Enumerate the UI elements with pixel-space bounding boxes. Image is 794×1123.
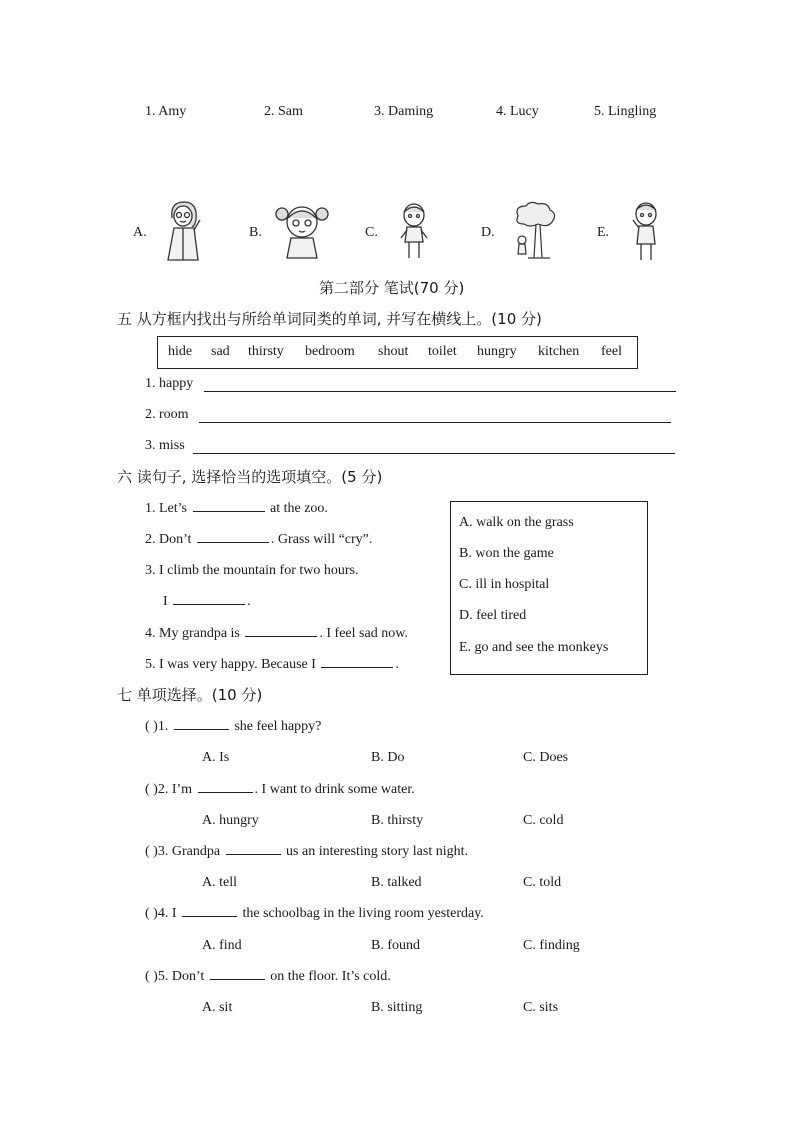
s7-q3-option-c[interactable]: C. told [523, 875, 562, 890]
s7-blank-4[interactable] [182, 915, 237, 917]
s7-blank-5[interactable] [210, 978, 265, 980]
s7-blank-3[interactable] [226, 853, 281, 855]
s5-answer-line-1[interactable] [204, 391, 676, 392]
s7-blank-2[interactable] [198, 791, 253, 793]
s7-q4-option-a[interactable]: A. find [202, 938, 242, 953]
s6-blank-3[interactable] [173, 603, 245, 605]
s7-question-1: ( )1. she feel happy? [145, 719, 322, 734]
word-hide: hide [168, 344, 193, 359]
name-amy: 1. Amy [145, 104, 187, 119]
boy-illustration [397, 202, 431, 262]
s5-item-happy: 1. happy [145, 376, 194, 391]
word-bedroom: bedroom [305, 344, 355, 359]
s7-q2-option-c[interactable]: C. cold [523, 813, 564, 828]
s7-q3-option-a[interactable]: A. tell [202, 875, 237, 890]
name-sam: 2. Sam [264, 104, 303, 119]
word-feel: feel [601, 344, 622, 359]
s7-blank-1[interactable] [174, 728, 229, 730]
s5-item-miss: 3. miss [145, 438, 185, 453]
s6-blank-2[interactable] [197, 541, 269, 543]
woman-illustration [158, 198, 208, 264]
s5-item-room: 2. room [145, 407, 189, 422]
s6-option-c: C. ill in hospital [459, 577, 550, 592]
s7-question-2: ( )2. I’m . I want to drink some water. [145, 782, 415, 797]
s7-q4-option-c[interactable]: C. finding [523, 938, 580, 953]
name-lucy: 4. Lucy [496, 104, 539, 119]
girl-illustration [274, 200, 330, 262]
s7-q1-option-a[interactable]: A. Is [202, 750, 230, 765]
s6-blank-1[interactable] [193, 510, 265, 512]
s7-q5-option-c[interactable]: C. sits [523, 1000, 559, 1015]
option-e-label: E. [597, 225, 610, 240]
s6-question-4: 4. My grandpa is . I feel sad now. [145, 626, 408, 641]
s7-question-5: ( )5. Don’t on the floor. It’s cold. [145, 969, 391, 984]
s6-question-3-line2: I . [163, 594, 251, 609]
name-daming: 3. Daming [374, 104, 434, 119]
s6-question-3-line1: 3. I climb the mountain for two hours. [145, 563, 359, 578]
s6-option-e: E. go and see the monkeys [459, 640, 609, 655]
s7-q2-option-b[interactable]: B. thirsty [371, 813, 424, 828]
word-sad: sad [211, 344, 230, 359]
section-5-heading: 五 从方框内找出与所给单词同类的单词, 并写在横线上。(10 分) [117, 310, 542, 328]
word-kitchen: kitchen [538, 344, 580, 359]
s7-q3-option-b[interactable]: B. talked [371, 875, 422, 890]
word-shout: shout [378, 344, 409, 359]
word-hungry: hungry [477, 344, 517, 359]
s7-question-4: ( )4. I the schoolbag in the living room yesterday. [145, 906, 484, 921]
s6-question-5: 5. I was very happy. Because I . [145, 657, 399, 672]
part-two-title: 第二部分 笔试(70 分) [319, 279, 465, 297]
s7-question-3: ( )3. Grandpa us an interesting story last night. [145, 844, 469, 859]
name-lingling: 5. Lingling [594, 104, 657, 119]
s6-blank-5[interactable] [321, 666, 393, 668]
section-7-heading: 七 单项选择。(10 分) [117, 686, 263, 704]
s7-q2-option-a[interactable]: A. hungry [202, 813, 259, 828]
tree-illustration [508, 200, 560, 262]
option-a-label: A. [133, 225, 147, 240]
s6-option-b: B. won the game [459, 546, 554, 561]
s5-answer-line-2[interactable] [199, 422, 671, 423]
s6-option-d: D. feel tired [459, 608, 527, 623]
section-6-heading: 六 读句子, 选择恰当的选项填空。(5 分) [117, 468, 383, 486]
s6-question-1: 1. Let’s at the zoo. [145, 501, 328, 516]
s5-answer-line-3[interactable] [193, 453, 675, 454]
s7-q5-option-b[interactable]: B. sitting [371, 1000, 423, 1015]
option-d-label: D. [481, 225, 495, 240]
word-thirsty: thirsty [248, 344, 284, 359]
s6-question-2: 2. Don’t . Grass will “cry”. [145, 532, 373, 547]
option-c-label: C. [365, 225, 378, 240]
s7-q1-option-c[interactable]: C. Does [523, 750, 569, 765]
s7-q1-option-b[interactable]: B. Do [371, 750, 405, 765]
s6-option-a: A. walk on the grass [459, 515, 574, 530]
option-b-label: B. [249, 225, 262, 240]
word-toilet: toilet [428, 344, 457, 359]
sad-boy-illustration [627, 200, 665, 264]
s7-q4-option-b[interactable]: B. found [371, 938, 420, 953]
s6-blank-4[interactable] [245, 635, 317, 637]
s7-q5-option-a[interactable]: A. sit [202, 1000, 233, 1015]
